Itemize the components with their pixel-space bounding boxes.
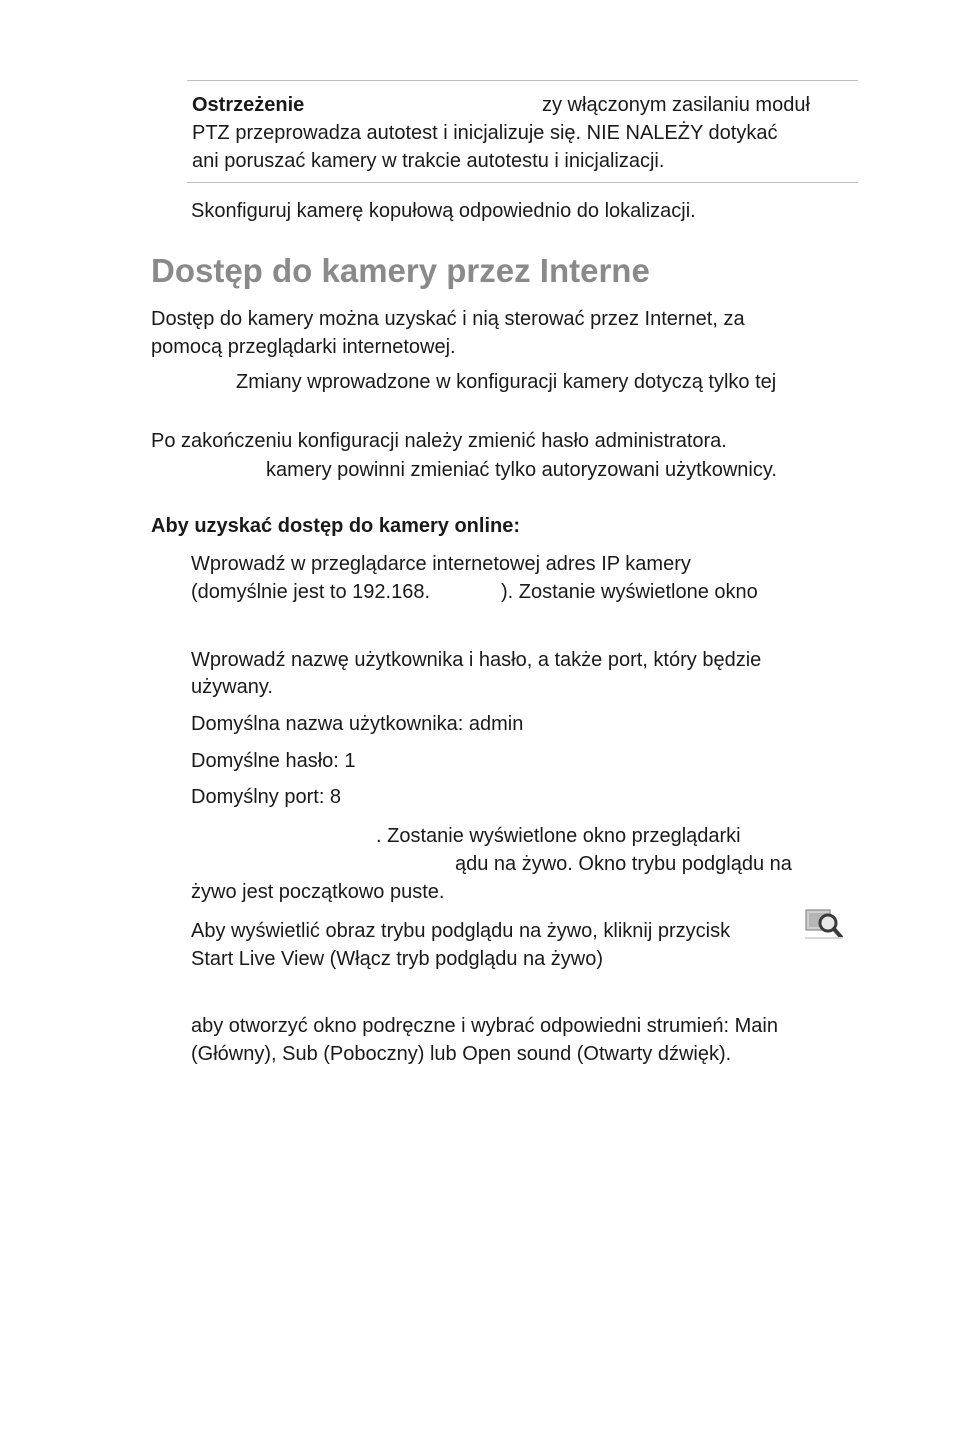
step4-line1: Aby wyświetlić obraz trybu podglądu na żywo, kliknij przycisk: [191, 920, 731, 942]
step5-line1: aby otworzyć okno podręczne i wybrać odpowiedni strumień: Main: [191, 1015, 778, 1037]
section-heading: Dostęp do kamery przez Interne: [151, 252, 650, 289]
warning-label: Ostrzeżenie: [192, 94, 305, 116]
warning-bottom-rule: [187, 182, 858, 183]
procedure-heading: Aby uzyskać dostęp do kamery online:: [151, 515, 520, 537]
step3-line1: . Zostanie wyświetlone okno przeglądarki: [376, 825, 741, 847]
step2-line1: Wprowadź nazwę użytkownika i hasło, a także port, który będzie: [191, 649, 762, 671]
step1-line2b: ). Zostanie wyświetlone okno: [501, 581, 758, 603]
live-view-icon: [804, 906, 844, 940]
step3-line3: żywo jest początkowo puste.: [191, 881, 445, 903]
note-line: Zmiany wprowadzone w konfiguracji kamery dotyczą tylko tej: [236, 371, 777, 393]
step1-line1: Wprowadź w przeglądarce internetowej adres IP kamery: [191, 553, 691, 575]
password-note-line2: kamery powinni zmieniać tylko autoryzowani użytkownicy.: [266, 459, 777, 481]
intro-line1: Dostęp do kamery można uzyskać i nią sterować przez Internet, za: [151, 308, 745, 330]
intro-line2: pomocą przeglądarki internetowej.: [151, 336, 456, 358]
step2-line2: używany.: [191, 676, 273, 698]
step3-line2: ądu na żywo. Okno trybu podglądu na: [455, 853, 792, 875]
default-port: Domyślny port: 8: [191, 786, 342, 808]
warning-text-line3: ani poruszać kamery w trakcie autotestu i inicjalizacji.: [192, 150, 665, 172]
configure-note: Skonfiguruj kamerę kopułową odpowiednio do lokalizacji.: [191, 200, 696, 222]
warning-text-line2: PTZ przeprowadza autotest i inicjalizuje się. NIE NALEŻY dotykać: [192, 122, 778, 144]
step5-line2: (Główny), Sub (Poboczny) lub Open sound (Otwarty dźwięk).: [191, 1043, 732, 1065]
step1-line2a: (domyślnie jest to 192.168.: [191, 581, 431, 603]
warning-text-line1: zy włączonym zasilaniu moduł: [542, 94, 810, 116]
step4-line2: Start Live View (Włącz tryb podglądu na żywo): [191, 948, 604, 970]
default-username: Domyślna nazwa użytkownika: admin: [191, 713, 524, 735]
default-password: Domyślne hasło: 1: [191, 750, 356, 772]
warning-top-rule: [187, 80, 858, 81]
password-note-line1: Po zakończeniu konfiguracji należy zmienić hasło administratora.: [151, 430, 727, 452]
